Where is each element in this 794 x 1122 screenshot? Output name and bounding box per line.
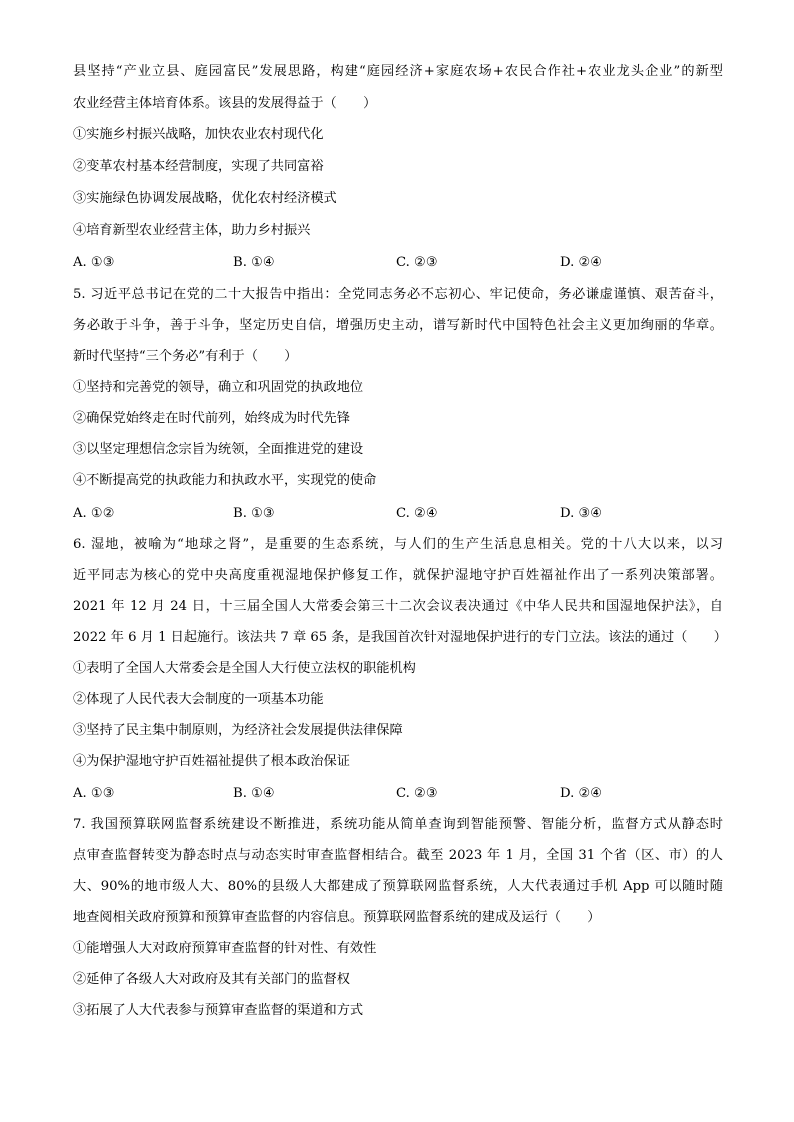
q4-stem-line-1: 县坚持“产业立县、庭园富民”发展思路，构建“庭园经济+家庭农场+农民合作社+农业龙头企业”的新型 xyxy=(73,64,723,79)
q5-statement-3: ③以坚定理想信念宗旨为统领，全面推进党的建设 xyxy=(73,442,364,457)
q7-stem-line-1: 7. 我国预算联网监督系统建设不断推进，系统功能从简单查询到智能预警、智能分析，监督方式从静态时 xyxy=(73,817,723,832)
q4-statement-1: ①实施乡村振兴战略，加快农业农村现代化 xyxy=(73,127,324,142)
q6-option-b: B. ①④ xyxy=(233,786,275,801)
q6-stem-line-4: 2022 年 6 月 1 日起施行。该法共 7 章 65 条，是我国首次针对湿地保护进行的专门立法。该法的通过（ ） xyxy=(73,630,727,645)
q5-option-d: D. ③④ xyxy=(560,506,603,521)
q6-stem-line-3: 2021 年 12 月 24 日，十三届全国人大常委会第三十二次会议表决通过《中华人民共和国湿地保护法》，自 xyxy=(73,599,723,614)
q7-stem-line-4: 地查阅相关政府预算和预算审查监督的内容信息。预算联网监督系统的建成及运行（ ） xyxy=(73,910,601,925)
q6-option-a: A. ①③ xyxy=(73,786,115,801)
q5-option-b: B. ①③ xyxy=(233,506,275,521)
q7-statement-2: ②延伸了各级人大对政府及其有关部门的监督权 xyxy=(73,972,350,987)
q5-option-a: A. ①② xyxy=(73,506,115,521)
q6-statement-3: ③坚持了民主集中制原则，为经济社会发展提供法律保障 xyxy=(73,723,403,738)
q4-option-b: B. ①④ xyxy=(233,255,275,270)
q5-stem-line-2: 务必敢于斗争，善于斗争，坚定历史自信，增强历史主动，谱写新时代中国特色社会主义更加绚丽的华章。 xyxy=(73,318,723,333)
q7-statement-3: ③拓展了人大代表参与预算审查监督的渠道和方式 xyxy=(73,1003,364,1018)
q5-statement-2: ②确保党始终走在时代前列，始终成为时代先锋 xyxy=(73,411,350,426)
q4-stem-line-2: 农业经营主体培育体系。该县的发展得益于（ ） xyxy=(73,96,377,111)
q5-option-c: C. ②④ xyxy=(396,506,438,521)
q7-stem-line-3: 大、90%的地市级人大、80%的县级人大都建成了预算联网监督系统，人大代表通过手机 App 可以随时随 xyxy=(73,879,723,894)
q4-statement-3: ③实施绿色协调发展战略，优化农村经济模式 xyxy=(73,191,337,206)
q6-stem-line-2: 近平同志为核心的党中央高度重视湿地保护修复工作，就保护湿地守护百姓福祉作出了一系列决策部署。 xyxy=(73,568,723,583)
q4-option-d: D. ②④ xyxy=(560,255,603,270)
q6-statement-4: ④为保护湿地守护百姓福祉提供了根本政治保证 xyxy=(73,754,350,769)
q7-stem-line-2: 点审查监督转变为静态时点与动态实时审查监督相结合。截至 2023 年 1 月，全国 31 个省（区、市）的人 xyxy=(73,848,723,863)
q7-statement-1: ①能增强人大对政府预算审查监督的针对性、有效性 xyxy=(73,941,377,956)
q4-statement-2: ②变革农村基本经营制度，实现了共同富裕 xyxy=(73,159,324,174)
q5-stem-line-3: 新时代坚持“三个务必”有利于（ ） xyxy=(73,349,298,364)
q6-option-d: D. ②④ xyxy=(560,786,603,801)
q4-option-c: C. ②③ xyxy=(396,255,438,270)
q6-statement-2: ②体现了人民代表大会制度的一项基本功能 xyxy=(73,692,324,707)
q4-statement-4: ④培育新型农业经营主体，助力乡村振兴 xyxy=(73,223,311,238)
q6-stem-line-1: 6. 湿地，被喻为“地球之肾”，是重要的生态系统，与人们的生产生活息息相关。党的十八大以来，以习 xyxy=(73,537,723,552)
q6-statement-1: ①表明了全国人大常委会是全国人大行使立法权的职能机构 xyxy=(73,661,416,676)
q5-statement-4: ④不断提高党的执政能力和执政水平，实现党的使命 xyxy=(73,473,377,488)
q5-stem-line-1: 5. 习近平总书记在党的二十大报告中指出：全党同志务必不忘初心、牢记使命，务必谦虚谨慎、艰苦奋斗， xyxy=(73,287,723,302)
q4-option-a: A. ①③ xyxy=(73,255,115,270)
q5-statement-1: ①坚持和完善党的领导，确立和巩固党的执政地位 xyxy=(73,380,364,395)
q6-option-c: C. ②③ xyxy=(396,786,438,801)
